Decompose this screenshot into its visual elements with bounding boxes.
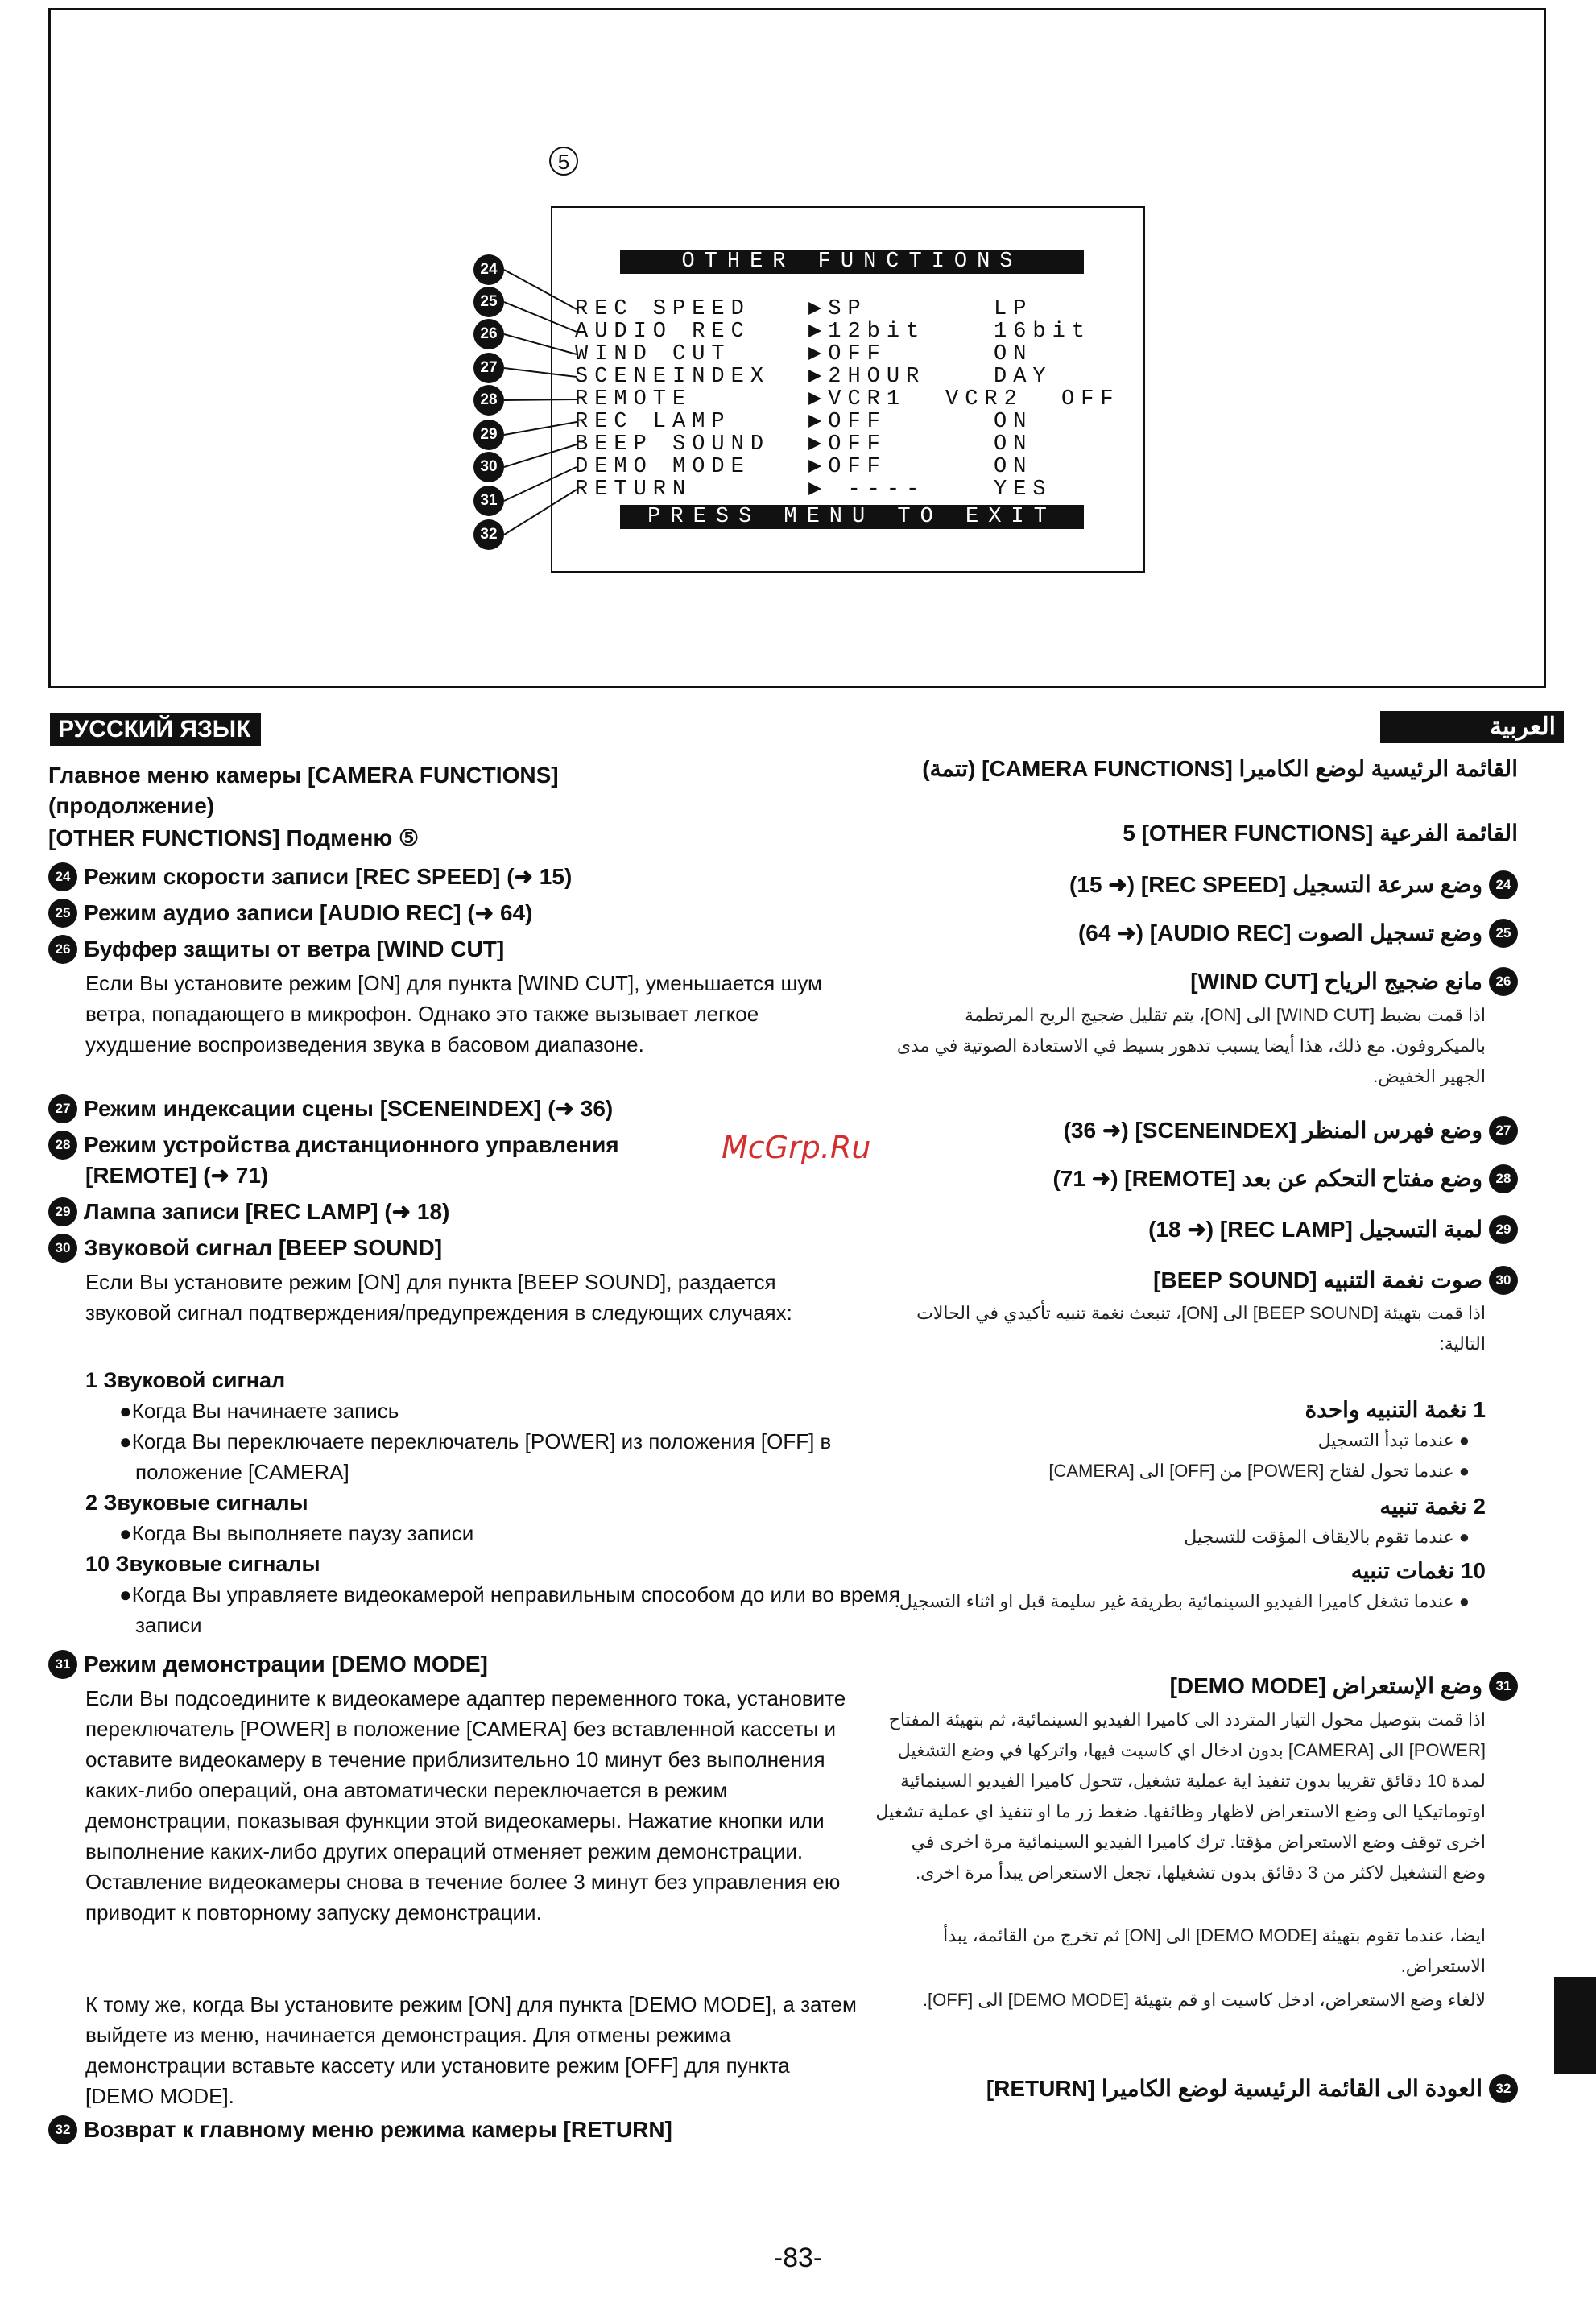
leader-29 [504,422,577,435]
ar-item-30-body: اذا قمت بتهيئة [BEEP SOUND] الى [ON]، تنبعث نغمة تنبيه تأكيدي في الحالات التالية: [916,1303,1486,1354]
ru-item-29-text: Лампа записи [REC LAMP] (➜ 18) [84,1199,450,1224]
ru-item-25-text: Режим аудио записи [AUDIO REC] (➜ 64) [84,900,533,925]
ar-item-32 [874,2074,1518,2104]
ru-beep-10a: ●Когда Вы управляете видеокамерой неправильным способом до или во время записи [119,1582,900,1637]
ar-item-26 [874,966,1518,997]
menu-row-label: WIND CUT [575,342,731,366]
ar-item-27-text: وضع فهرس المنظر [SCENEINDEX] (➜ 36) [1063,1118,1482,1143]
leader-27 [504,368,577,377]
ru-item-26-body: Если Вы установите режим [ON] для пункта [WIND CUT], уменьшается шум ветра, попадающего в микрофон. Однако это также вызывает легкое ухудшение воспроизведения звука в басовом диапазоне. [85,971,822,1056]
menu-footer: PRESS MENU TO EXIT [620,505,1084,529]
ar-item-28 [874,1164,1518,1194]
menu-row-label: RETURN [575,478,693,502]
menu-row-option: ON [994,342,1033,366]
callout-leader-lines [0,0,1596,693]
ru-beep-1b: ●Когда Вы переключаете переключатель [POWER] из положения [OFF] в положение [CAMERA] [119,1429,832,1484]
ru-item-32 [48,2115,821,2145]
ar-item-31-body-3: لالغاء وضع الاستعراض، ادخل كاسيت او قم بتهيئة [DEMO MODE] الى [OFF]. [922,1990,1486,2010]
menu-row-label: REMOTE [575,387,693,411]
ru-beep-1: 1 Звуковой сигнал [85,1368,286,1392]
ar-num-30: 30 [1489,1266,1518,1295]
ar-beep-10: 10 نغمات تنبيه [1350,1558,1486,1583]
ar-item-31-body-1: اذا قمت بتوصيل محول التيار المتردد الى كاميرا الفيديو السينمائية، ثم بتهيئة المفتاح [POWER] الى [CAMERA] بدون ادخال اي كاسيت فيها، واتركها في وضع التشغيل لمدة 10 دقائق تقريبا بدون تنفيذ اية عملية تشغيل، تتحول كاميرا الفيديو السينمائية اوتوماتيكيا الى وضع الاستعراض لاظهار وظائفها. ضغط زر ما او تنفيذ اي عملية تشغيل اخرى توقف وضع الاستعراض مؤقتا. ترك كاميرا الفيديو السينمائية مرة اخرى في وضع التشغيل لاكثر من 3 دقائق بدون تشغيلها، تجعل الاستعراض يبدأ مرة اخرى. [875,1710,1486,1883]
ru-item-32-text: Возврат к главному меню режима камеры [RETURN] [84,2117,672,2142]
menu-row-label: DEMO MODE [575,455,750,479]
watermark: McGrp.Ru [722,1130,871,1165]
ru-item-26 [48,934,821,965]
ar-item-30 [874,1265,1518,1296]
ru-num-29: 29 [48,1197,77,1226]
menu-row-option: ON [994,410,1033,434]
leader-28 [504,399,577,400]
ru-title-2: (продолжение) [48,793,215,818]
ru-num-24: 24 [48,862,77,891]
menu-row-option: ON [994,455,1033,479]
ru-item-26-text: Буффер защиты от ветра [WIND CUT] [84,936,505,961]
ar-title-1: القائمة الرئيسية لوضع الكاميرا [CAMERA FUNCTIONS] (تتمة) [922,756,1518,781]
ar-item-26-text: مانع ضجيج الرياح [WIND CUT] [1190,969,1482,994]
ru-item-25 [48,898,821,928]
ru-title-1: Главное меню камеры [CAMERA FUNCTIONS] [48,763,559,788]
ar-item-27 [874,1115,1518,1146]
ru-beep-2a: ●Когда Вы выполняете паузу записи [119,1521,474,1545]
menu-row-current: ▶12bit [808,320,926,344]
menu-row-label: AUDIO REC [575,320,750,344]
callout-32: 32 [473,519,504,550]
ru-item-29 [48,1197,821,1227]
ar-item-25-text: وضع تسجيل الصوت [AUDIO REC] (➜ 64) [1077,920,1482,945]
menu-row-option: DAY [994,365,1052,389]
ar-item-24-text: وضع سرعة التسجيل [REC SPEED] (➜ 15) [1069,872,1482,897]
menu-row-option: OFF [1061,387,1120,411]
ar-num-29: 29 [1489,1215,1518,1244]
ru-num-31: 31 [48,1650,77,1679]
ar-title-2: القائمة الفرعية [OTHER FUNCTIONS] 5 [1123,821,1518,846]
ru-item-24-text: Режим скорости записи [REC SPEED] (➜ 15) [84,864,573,889]
ru-item-27-text: Режим индексации сцены [SCENEINDEX] (➜ 36) [84,1096,614,1121]
callout-27: 27 [473,353,504,383]
menu-row-label: BEEP SOUND [575,432,771,457]
ru-title-3: [OTHER FUNCTIONS] Подменю ⑤ [48,825,420,850]
ar-num-28: 28 [1489,1164,1518,1193]
ar-num-32: 32 [1489,2074,1518,2103]
ar-beep-1a: ● عندما تبدأ التسجيل [1317,1430,1470,1450]
ar-item-24 [874,870,1518,900]
menu-row-option: ON [994,432,1033,457]
ar-item-25 [874,918,1518,949]
callout-29: 29 [473,420,504,450]
menu-title: OTHER FUNCTIONS [620,250,1084,274]
callout-31: 31 [473,486,504,516]
leader-26 [504,334,577,354]
ru-item-31-body-2: К тому же, когда Вы установите режим [ON] для пункта [DEMO MODE], а затем выйдете из меню, начинается демонстрация. Для отмены режима демонстрации вставьте кассету или установите режим [OFF] для пункта [DEMO MODE]. [85,1992,857,2108]
menu-row-current: ▶OFF [808,432,887,457]
menu-row-current: ▶VCR1 [808,387,907,411]
ru-beep-10: 10 Звуковые сигналы [85,1552,320,1576]
ar-beep-1b: ● عندما تحول لفتاح [POWER] من [OFF] الى [CAMERA] [1048,1461,1470,1481]
ar-item-29 [874,1214,1518,1245]
ar-beep-10a: ● عندما تشغل كاميرا الفيديو السينمائية بطريقة غير سليمة قبل او اثناء التسجيل. [894,1591,1470,1611]
ar-num-26: 26 [1489,967,1518,996]
ar-item-30-text: صوت نغمة التنبيه [BEEP SOUND] [1153,1267,1482,1292]
menu-row-option: YES [994,478,1052,502]
ru-item-31-body-1: Если Вы подсоедините к видеокамере адаптер переменного тока, установите переключатель [POWER] в положение [CAMERA] без вставленной кассеты и оставите видеокамеру в течение приблизительно 10 минут без выполнения каких-либо операций, она автоматически переключается в режим демонстрации, показывая функции этой видеокамеры. Нажатие кнопки или выполнение каких-либо других операций отменяет режим демонстрации. Оставление видеокамеры снова в течение более 3 минут без управления ею приводит к повторному запуску демонстрации. [85,1686,846,1925]
ru-beep-1a: ●Когда Вы начинаете запись [119,1399,399,1423]
callout-30: 30 [473,452,504,482]
ar-item-29-text: لمبة التسجيل [REC LAMP] (➜ 18) [1148,1217,1482,1242]
menu-row-current: ▶2HOUR [808,365,926,389]
ru-beep-2: 2 Звуковые сигналы [85,1491,308,1515]
page-number: -83- [773,2243,823,2273]
russian-language-label: РУССКИЙ ЯЗЫК [50,713,261,746]
ar-item-31-text: وضع الإستعراض [DEMO MODE] [1169,1673,1482,1698]
ar-num-24: 24 [1489,870,1518,899]
ru-num-26: 26 [48,935,77,964]
figure-number: 5 [549,147,578,176]
arabic-language-label: العربية [1380,711,1564,743]
leader-30 [504,444,577,467]
menu-row-current: ▶OFF [808,342,887,366]
menu-row-current: ▶SP [808,297,867,321]
callout-28: 28 [473,385,504,416]
callout-26: 26 [473,319,504,349]
menu-row-label: REC LAMP [575,410,731,434]
menu-row-label: SCENEINDEX [575,365,771,389]
leader-25 [504,302,577,332]
ru-item-30-body: Если Вы установите режим [ON] для пункта [BEEP SOUND], раздается звуковой сигнал подтверждения/предупреждения в следующих случаях: [85,1270,792,1325]
menu-row-current: ▶OFF [808,455,887,479]
ru-item-31-text: Режим демонстрации [DEMO MODE] [84,1652,488,1677]
ru-item-24 [48,862,821,892]
ar-item-32-text: العودة الى القائمة الرئيسية لوضع الكاميرا [RETURN] [986,2076,1482,2101]
menu-row-option: VCR2 [945,387,1023,411]
ru-num-27: 27 [48,1094,77,1123]
ru-item-31 [48,1649,821,1680]
ru-num-30: 30 [48,1234,77,1263]
menu-row-option: LP [994,297,1033,321]
ar-beep-2a: ● عندما تقوم بالايقاف المؤقت للتسجيل [1184,1527,1470,1547]
ar-num-25: 25 [1489,919,1518,948]
ru-num-25: 25 [48,899,77,928]
ru-item-28-line2: [REMOTE] (➜ 71) [85,1163,269,1188]
side-tab-marker [1554,1977,1596,2074]
menu-row-current: ▶OFF [808,410,887,434]
menu-row-option: 16bit [994,320,1092,344]
ru-num-28: 28 [48,1131,77,1160]
ru-item-28 [48,1130,821,1160]
ru-item-30 [48,1233,821,1263]
ru-num-32: 32 [48,2115,77,2144]
ar-num-31: 31 [1489,1672,1518,1701]
ar-beep-2: 2 نغمة تنبيه [1379,1494,1486,1519]
menu-row-current: ▶ ---- [808,478,926,502]
ar-item-26-body: اذا قمت بضبط [WIND CUT] الى [ON]، يتم تقليل ضجيج الريح المرتطمة بالميكروفون. مع ذلك، هذا أيضا يسبب تدهور بسيط في الاستعادة الصوتية في مدى الجهير الخفيض. [896,1005,1486,1086]
callout-25: 25 [473,287,504,317]
menu-row-label: REC SPEED [575,297,750,321]
ru-item-27 [48,1094,821,1124]
ru-item-30-text: Звуковой сигнал [BEEP SOUND] [84,1235,443,1260]
ru-item-28-text: Режим устройства дистанционного управления [84,1132,619,1157]
ar-item-28-text: وضع مفتاح التحكم عن بعد [REMOTE] (➜ 71) [1052,1166,1482,1191]
ar-num-27: 27 [1489,1116,1518,1145]
ar-beep-1: 1 نغمة التنبيه واحدة [1305,1397,1486,1422]
callout-24: 24 [473,254,504,285]
ar-item-31-body-2: ايضا، عندما تقوم بتهيئة [DEMO MODE] الى [ON] ثم تخرج من القائمة، يبدأ الاستعراض. [943,1925,1486,1976]
ar-item-31 [874,1671,1518,1701]
leader-24 [504,270,577,309]
